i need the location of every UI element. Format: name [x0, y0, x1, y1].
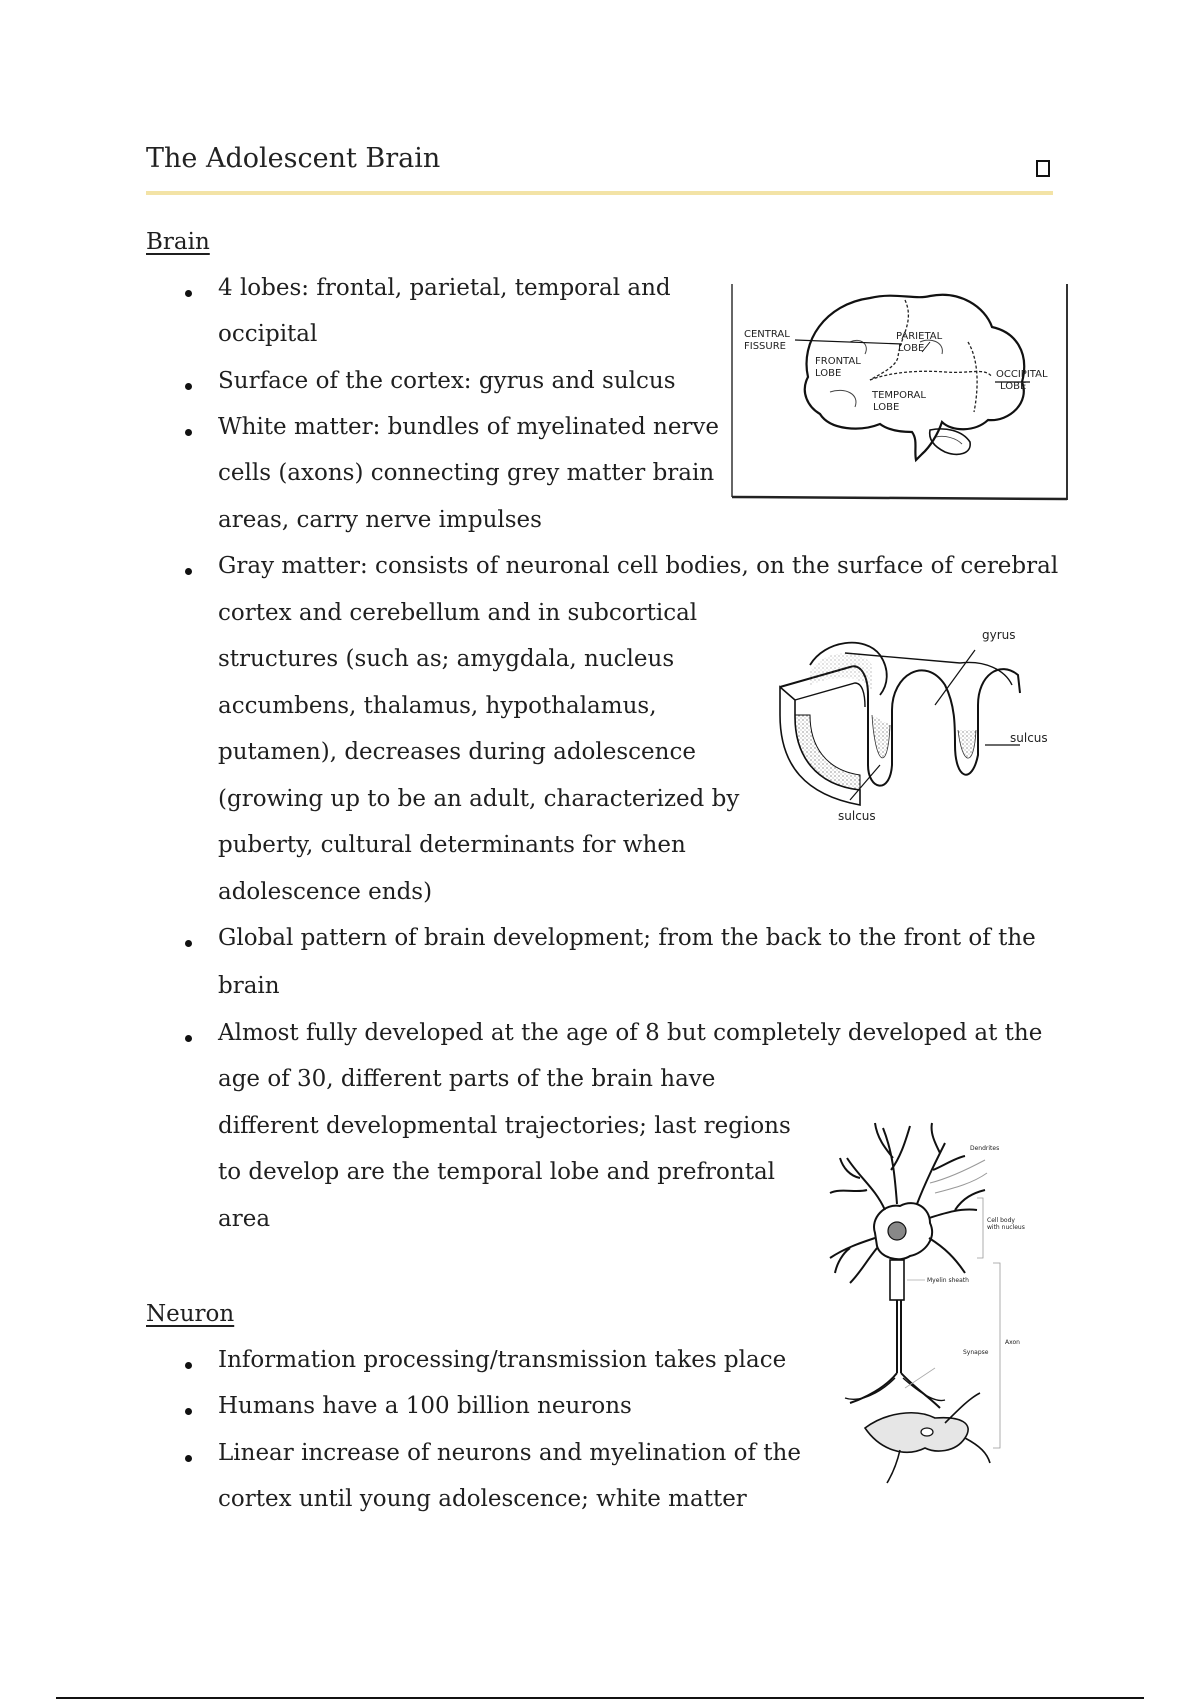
brain-bullet-4-line-7: puberty, cultural determinants for when: [218, 832, 686, 858]
neuron-bullet-2-line-1: Humans have a 100 billion neurons: [218, 1393, 632, 1419]
section-heading-neuron: Neuron: [146, 1301, 235, 1327]
brain-lobes-figure: [730, 282, 1070, 502]
label-cell-body-line-2: with nucleus: [987, 1224, 1025, 1231]
brain-bullet-5-line-2: brain: [218, 973, 280, 999]
page-bottom-rule: [56, 1697, 1144, 1699]
bullet-marker: [185, 568, 192, 575]
bullet-marker: [185, 1455, 192, 1462]
brain-bullet-4-line-4: accumbens, thalamus, hypothalamus,: [218, 693, 657, 719]
brain-bullet-1-line-2: occipital: [218, 321, 318, 347]
title-underline-rule: [146, 191, 1053, 195]
label-sulcus-bottom: sulcus: [838, 809, 876, 823]
brain-bullet-4-line-5: putamen), decreases during adolescence: [218, 739, 696, 765]
brain-bullet-6-line-1: Almost fully developed at the age of 8 but completely developed at the: [218, 1020, 1043, 1046]
brain-bullet-1-line-1: 4 lobes: frontal, parietal, temporal and: [218, 275, 671, 301]
brain-bullet-6-line-4: to develop are the temporal lobe and prefrontal: [218, 1159, 776, 1185]
gyrus-sulcus-illustration: [750, 615, 1070, 860]
brain-bullet-4-line-6: (growing up to be an adult, characterized by: [218, 786, 740, 812]
label-temporal-lobe-line-2: LOBE: [873, 402, 900, 413]
bullet-marker: [185, 429, 192, 436]
section-heading-brain: Brain: [146, 229, 210, 255]
bullet-marker: [185, 940, 192, 947]
label-parietal-lobe: PARIETAL: [896, 331, 943, 342]
brain-bullet-3-line-3: areas, carry nerve impulses: [218, 507, 542, 533]
label-temporal-lobe: TEMPORAL: [872, 390, 926, 401]
checkbox-glyph-icon: [1036, 160, 1050, 177]
brain-bullet-6-line-3: different developmental trajectories; last regions: [218, 1113, 791, 1139]
neuron-illustration: [805, 1098, 1060, 1488]
label-synapse: Synapse: [963, 1349, 989, 1356]
gyrus-sulcus-figure: [750, 615, 1070, 860]
label-gyrus: gyrus: [982, 628, 1016, 642]
bullet-marker: [185, 1035, 192, 1042]
bullet-marker: [185, 1362, 192, 1369]
label-parietal-lobe-line-2: LOBE: [898, 343, 925, 354]
label-occipital-lobe: OCCIPITAL: [996, 369, 1048, 380]
label-frontal-lobe-line-2: LOBE: [815, 368, 842, 379]
brain-bullet-4-line-1: Gray matter: consists of neuronal cell bodies, on the surface of cerebral: [218, 553, 1059, 579]
bullet-marker: [185, 383, 192, 390]
brain-bullet-6-line-5: area: [218, 1206, 271, 1232]
label-axon: Axon: [1005, 1339, 1020, 1346]
brain-bullet-4-line-3: structures (such as; amygdala, nucleus: [218, 646, 675, 672]
brain-bullet-4-line-8: adolescence ends): [218, 879, 433, 905]
brain-bullet-5-line-1: Global pattern of brain development; from the back to the front of the: [218, 925, 1036, 951]
label-dendrites: Dendrites: [970, 1145, 1000, 1152]
brain-bullet-2-line-1: Surface of the cortex: gyrus and sulcus: [218, 368, 676, 394]
brain-lobes-illustration: [730, 282, 1070, 502]
label-sulcus-right: sulcus: [1010, 731, 1048, 745]
label-cell-body: Cell body: [987, 1217, 1015, 1224]
label-frontal-lobe: FRONTAL: [815, 356, 861, 367]
neuron-bullet-1-line-1: Information processing/transmission takes place: [218, 1347, 787, 1373]
bullet-marker: [185, 290, 192, 297]
brain-bullet-6-line-2: age of 30, different parts of the brain have: [218, 1066, 716, 1092]
page-title: The Adolescent Brain: [146, 143, 441, 174]
brain-bullet-3-line-1: White matter: bundles of myelinated nerve: [218, 414, 720, 440]
neuron-bullet-3-line-2: cortex until young adolescence; white matter: [218, 1486, 747, 1512]
label-central-fissure: CENTRAL: [744, 329, 790, 340]
neuron-figure: [805, 1098, 1060, 1488]
brain-bullet-3-line-2: cells (axons) connecting grey matter brain: [218, 460, 715, 486]
brain-bullet-4-line-2: cortex and cerebellum and in subcortical: [218, 600, 698, 626]
neuron-bullet-3-line-1: Linear increase of neurons and myelination of the: [218, 1440, 801, 1466]
label-central-fissure-line-2: FISSURE: [744, 341, 786, 352]
label-occipital-lobe-line-2: LOBE: [1000, 381, 1027, 392]
bullet-marker: [185, 1408, 192, 1415]
label-myelin-sheath: Myelin sheath: [927, 1277, 969, 1284]
